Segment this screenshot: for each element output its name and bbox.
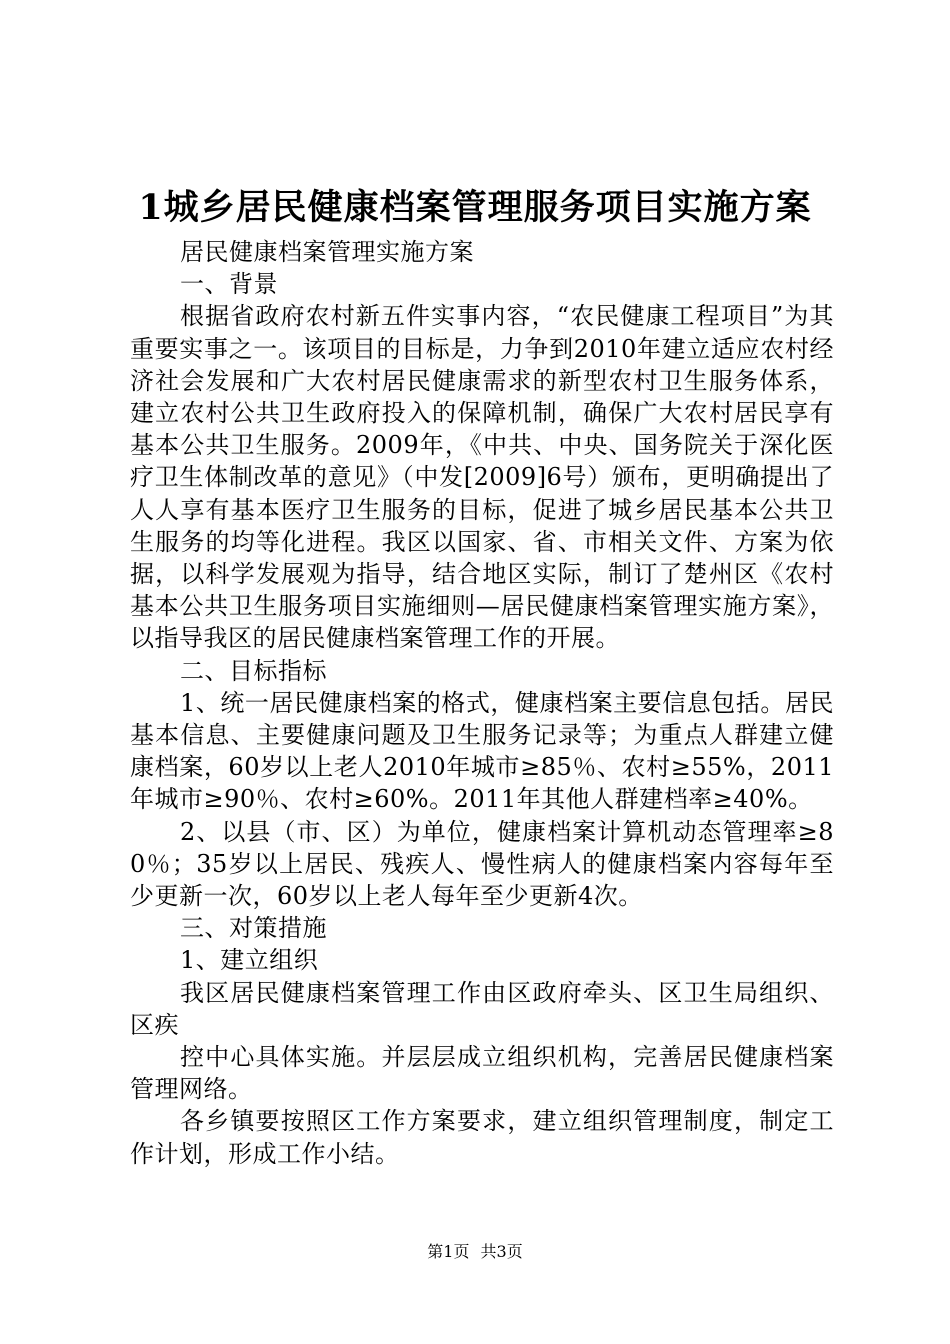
- document-title: 1城乡居民健康档案管理服务项目实施方案: [138, 187, 812, 228]
- measure-paragraph-1: 我区居民健康档案管理工作由区政府牵头、区卫生局组织、区疾: [130, 978, 834, 1039]
- document-body: [130, 236, 834, 1170]
- section-heading-background: 一、背景: [180, 270, 278, 299]
- page-total: 共3页: [480, 1242, 523, 1261]
- background-paragraph: 根据省政府农村新五件实事内容，“农民健康工程项目”为其重要实事之一。该项目的目标是，力争到2010年建立适应农村经济社会发展和广大农村居民健康需求的新型农村卫生服务体系，建立农村公共卫生政府投入的保障机制，确保广大农村居民享有基本公共卫生服务。2009年，《中共、中央、国务院关于深化医疗卫生体制改革的意见》（中发[2009]6号）颁布，更明确提出了人人享有基本医疗卫生服务的目标，促进了城乡居民基本公共卫生服务的均等化进程。我区以国家、省、市相关文件、方案为依据，以科学发展观为指导，结合地区实际，制订了楚州区《农村基本公共卫生服务项目实施细则—居民健康档案管理实施方案》，以指导我区的居民健康档案管理工作的开展。: [130, 302, 834, 653]
- measure-heading-1: 1、建立组织: [180, 946, 319, 975]
- section-heading-targets: 二、目标指标: [180, 656, 327, 685]
- subtitle-paragraph: 居民健康档案管理实施方案: [180, 238, 474, 266]
- section-heading-measures: 三、对策措施: [180, 914, 327, 943]
- page-number: 第1页: [427, 1242, 470, 1261]
- measure-paragraph-3: 各乡镇要按照区工作方案要求，建立组织管理制度，制定工作计划，形成工作小结。: [130, 1107, 834, 1168]
- measure-paragraph-2: 控中心具体实施。并层层成立组织机构，完善居民健康档案管理网络。: [130, 1043, 834, 1104]
- target-item-2: 2、以县（市、区）为单位，健康档案计算机动态管理率≥80％；35岁以上居民、残疾人、慢性病人的健康档案内容每年至少更新一次，60岁以上老人每年至少更新4次。: [130, 817, 834, 911]
- target-item-1: 1、统一居民健康档案的格式，健康档案主要信息包括。居民基本信息、主要健康问题及卫生服务记录等；为重点人群建立健康档案，60岁以上老人2010年城市≥85％、农村≥55%，2011年城市≥90％、农村≥60%。2011年其他人群建档率≥40%。: [130, 688, 834, 814]
- page-footer: [0, 1242, 950, 1262]
